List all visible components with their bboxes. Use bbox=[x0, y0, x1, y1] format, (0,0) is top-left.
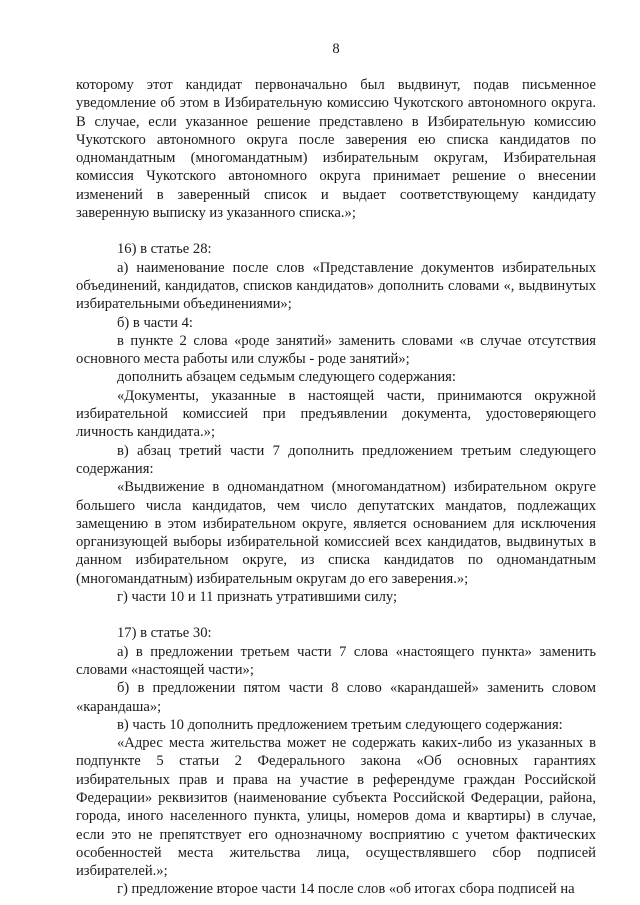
paragraph: «Документы, указанные в настоящей части, принимаются окружной избирательной комиссией при предъявлении документа, удостоверяющего личность кандидата.»; bbox=[76, 387, 596, 441]
paragraph: г) предложение второе части 14 после слов «об итогах сбора подписей на bbox=[117, 881, 575, 898]
paragraph: б) в части 4: bbox=[117, 314, 193, 331]
paragraph: а) наименование после слов «Представление документов избирательных объединений, кандидатов, списков кандидатов» дополнить словами «, выдвинутых избирательными объединениями»; bbox=[76, 259, 596, 313]
paragraph: в) часть 10 дополнить предложением третьим следующего содержания: bbox=[117, 716, 563, 733]
document-body bbox=[76, 76, 596, 899]
paragraph-spacer bbox=[76, 222, 596, 240]
paragraph-spacer bbox=[76, 606, 596, 624]
paragraph: дополнить абзацем седьмым следующего содержания: bbox=[117, 369, 456, 386]
paragraph: 17) в статье 30: bbox=[117, 625, 212, 642]
paragraph: а) в предложении третьем части 7 слова «настоящего пункта» заменить словами «настоящей части»; bbox=[76, 643, 596, 678]
paragraph: «Выдвижение в одномандатном (многомандатном) избирательном округе большего числа кандидатов, чем число депутатских мандатов, подлежащих замещению в этом избирательном округе, является основанием для исключения организующей выборы избирательной комиссией всех кандидатов, выдвинутых в данном избирательном округе, из списка кандидатов по одномандатным (многомандатным) избирательным округам до его заверения.»; bbox=[76, 479, 596, 587]
paragraph: которому этот кандидат первоначально был выдвинут, подав письменное уведомление об этом в Избирательную комиссию Чукотского автономного округа. В случае, если указанное решение представлено в Избирательную комиссию Чукотского автономного округа после заверения ею списка кандидатов по одномандатным (многомандатным) избирательным округам, Избирательная комиссия Чукотского автономного округа принимает решение о внесении изменений в заверенный список и выдает соответствующему кандидату заверенную выписку из указанного списка.»; bbox=[76, 77, 596, 222]
paragraph: г) части 10 и 11 признать утратившими силу; bbox=[117, 589, 398, 606]
page-number: 8 bbox=[332, 41, 340, 57]
paragraph: б) в предложении пятом части 8 слово «карандашей» заменить словом «карандаша»; bbox=[76, 680, 596, 715]
paragraph: 16) в статье 28: bbox=[117, 241, 212, 258]
paragraph: в пункте 2 слова «роде занятий» заменить словами «в случае отсутствия основного места работы или службы - роде занятий»; bbox=[76, 332, 596, 368]
paragraph: «Адрес места жительства может не содержать каких-либо из указанных в подпункте 5 статьи 2 Федерального закона «Об основных гарантиях избирательных прав и права на участие в референдуме граждан Российской Федерации» реквизитов (наименование субъекта Российской Федерации, района, города, иного населенного пункта, улицы, номеров дома и квартиры) в случае, если это не препятствует его однозначному восприятию с учетом фактических особенностей места жительства лица, осуществлявшего сбор подписей избирателей.»; bbox=[76, 735, 596, 880]
paragraph: в) абзац третий части 7 дополнить предложением третьим следующего содержания: bbox=[76, 442, 596, 477]
